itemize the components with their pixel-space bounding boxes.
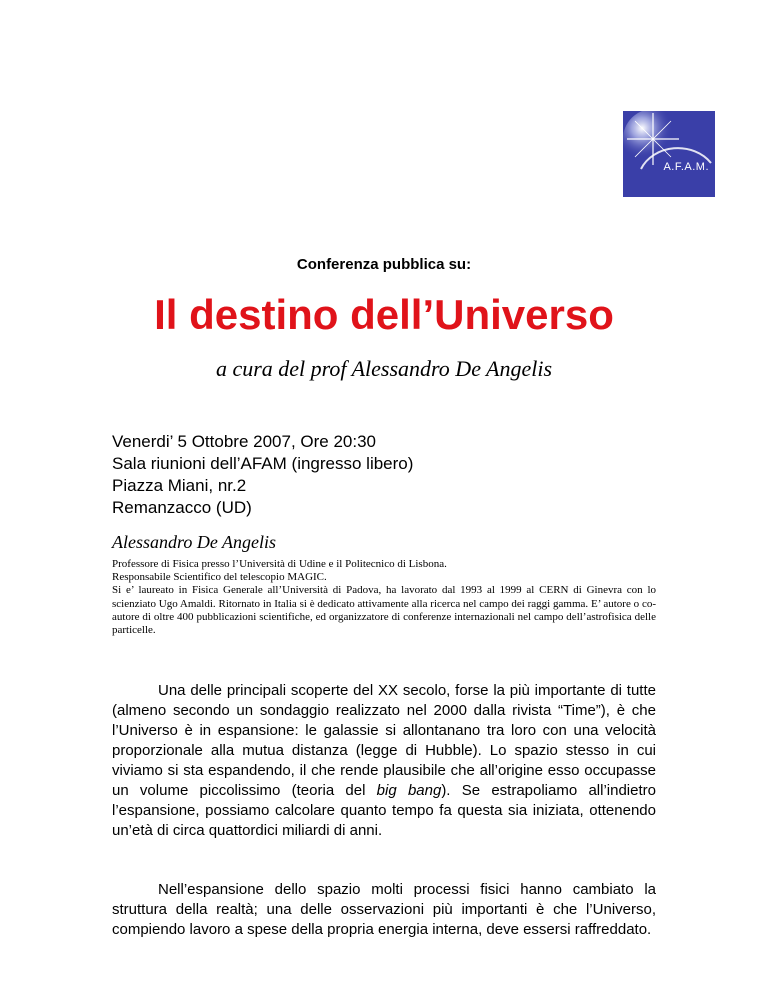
bio-line: Responsabile Scientifico del telescopio MAGIC.	[112, 571, 327, 584]
body-paragraph-2	[112, 880, 656, 940]
bio-line: Si e’ laureato in Fisica Generale all’Università di Padova, ha lavorato dal 1993 al 1999 al CERN di Ginevra con lo scienziato Ugo Amaldi. Ritornato in Italia si è dedicato attivamente alla ricerca nel campo dei raggi gamma. E’ autore o co-autore di oltre 400 pubblicazioni scientifiche, ed organizzatore di conferenze internazionali nel campo dell’astrofisica delle particelle.	[112, 584, 656, 637]
afam-logo	[623, 111, 715, 197]
page-subtitle: a cura del prof Alessandro De Angelis	[215, 356, 553, 381]
event-date: Venerdi’ 5 Ottobre 2007, Ore 20:30	[112, 432, 376, 451]
bio-line: Professore di Fisica presso l’Università di Udine e il Politecnico di Lisbona.	[112, 558, 447, 570]
paragraph-emphasis: big bang	[376, 782, 442, 799]
paragraph-text: Nell’espansione dello spazio molti processi fisici hanno cambiato la struttura della realtà; una delle osservazioni più importanti è che l’Universo, compiendo lavoro a spese della propria energia interna, deve essersi raffreddato.	[112, 881, 656, 938]
event-venue: Sala riunioni dell’AFAM (ingresso libero)	[112, 454, 414, 473]
speaker-bio	[112, 558, 656, 637]
body-paragraph-1	[112, 681, 656, 841]
event-city: Remanzacco (UD)	[112, 498, 252, 517]
page-title: Il destino dell’Universo	[154, 291, 614, 338]
intro-line: Conferenza pubblica su:	[296, 256, 472, 273]
logo-text: A.F.A.M.	[663, 161, 709, 173]
paragraph-text: ). Se estrapoliamo all’indietro l’espansione, possiamo calcolare quanto tempo fa questa sia iniziata, ottenendo un’età di circa quattordici miliardi di anni.	[112, 782, 656, 839]
event-details	[112, 431, 413, 519]
starburst-icon	[623, 111, 715, 197]
event-address: Piazza Miani, nr.2	[112, 476, 247, 495]
speaker-name: Alessandro De Angelis	[112, 532, 276, 552]
paragraph-text: Una delle principali scoperte del XX secolo, forse la più importante di tutte (almeno secondo un sondaggio realizzato nel 2000 dalla rivista “Time”), è che l’Universo è in espansione: le galassie si allontanano tra loro con una velocità proporzionale alla mutua distanza (legge di Hubble). Lo spazio stesso in cui viviamo si sta espandendo, il che rende plausibile che all’origine esso occupasse un volume piccolissimo (teoria del	[112, 682, 656, 799]
